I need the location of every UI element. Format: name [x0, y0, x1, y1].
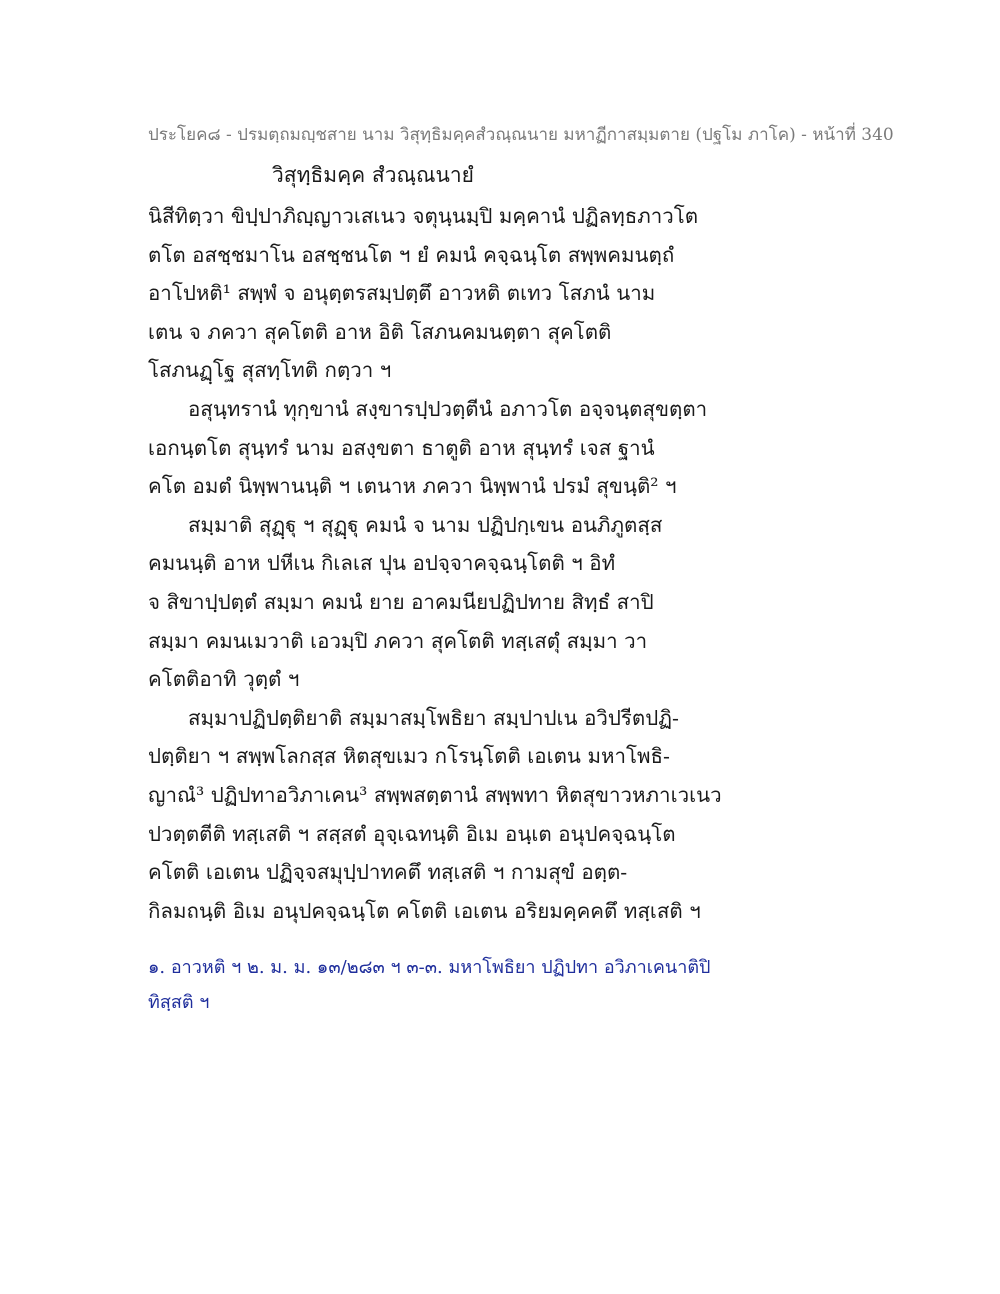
text-line: คโตติ เอเตน ปฏิจฺจสมุปฺปาทคตึ ทสฺเสติ ฯ กามสุขํ อตฺต-	[148, 860, 628, 885]
text-line: คมนนฺติ อาห ปหีเน กิเลเส ปุน อปจฺจาคจฺฉนฺโตติ ฯ อิทํ	[148, 551, 616, 576]
text-line: กิลมถนฺติ อิเม อนุปคจฺฉนฺโต คโตติ เอเตน อริยมคฺคคตึ ทสฺเสติ ฯ	[148, 898, 701, 923]
text-line: จ สิขาปฺปตฺตํ สมฺมา คมนํ ยาย อาคมนียปฏิปทาย สิทฺธํ สาปิ	[148, 589, 654, 614]
text-line: คโตติอาทิ วุตฺตํ ฯ	[148, 667, 300, 692]
footnote-line: ๑. อาวหติ ฯ ๒. ม. ม. ๑๓/๒๘๓ ฯ ๓-๓. มหาโพธิยา ปฏิปทา อวิภาเคนาติปิ	[148, 957, 711, 978]
text-line: คโต อมตํ นิพฺพานนฺติ ฯ เตนาห ภควา นิพฺพานํ ปรมํ สุขนฺติ² ฯ	[148, 474, 677, 499]
paragraph	[148, 506, 748, 699]
body-text	[148, 197, 748, 930]
running-header: ประโยค๘ - ปรมตฺถมญฺชสาย นาม วิสุทฺธิมคฺคสํวณฺณนาย มหาฏีกาสมฺมตาย (ปฐโม ภาโค) - หน้าที่ 340	[148, 125, 894, 145]
text-line: อสุนฺทรานํ ทุกฺขานํ สงฺขารปฺปวตฺตีนํ อภาวโต อจฺจนฺตสุขตฺตา	[188, 396, 708, 421]
paragraph	[148, 197, 748, 390]
text-line: สมฺมาติ สุฏฺฐุ ฯ สุฏฺฐุ คมนํ จ นาม ปฏิปกฺเขน อนภิภูตสฺส	[188, 512, 663, 537]
text-line: สมฺมา คมนเมวาติ เอวมฺปิ ภควา สุคโตติ ทสฺเสตุํ สมฺมา วา	[148, 628, 648, 653]
text-line: ตโต อสชฺชมาโน อสชฺชนโต ฯ ยํ คมนํ คจฺฉนฺโต สพฺพคมนตฺถํ	[148, 242, 675, 267]
text-line: สมฺมาปฏิปตฺติยาติ สมฺมาสมฺโพธิยา สมฺปาปเน อวิปรีตปฏิ-	[188, 705, 679, 730]
text-line: อาโปหติ¹ สพฺพํ จ อนุตฺตรสมฺปตฺตึ อาวหติ ตเทว โสภนํ นาม	[148, 281, 656, 306]
text-line: นิสีทิตฺวา ขิปฺปาภิญฺญาวเสเนว จตุนฺนมฺปิ มคฺคานํ ปฏิลทฺธภาวโต	[148, 204, 699, 228]
text-line: เตน จ ภควา สุคโตติ อาห อิติ โสภนคมนตฺตา สุคโตติ	[148, 319, 612, 344]
text-line: เอกนฺตโต สุนฺทรํ นาม อสงฺขตา ธาตูติ อาห สุนฺทรํ เจส ฐานํ	[148, 435, 655, 460]
text-line: โสภนฏฺโฐ สุสทฺโทติ กตฺวา ฯ	[148, 358, 392, 383]
text-line: ปตฺติยา ฯ สพฺพโลกสฺส หิตสุขเมว กโรนฺโตติ เอเตน มหาโพธิ-	[148, 744, 670, 769]
section-title: วิสุทฺธิมคฺค สํวณฺณนายํ	[272, 163, 474, 187]
footnotes	[148, 950, 748, 1020]
paragraph	[148, 390, 748, 506]
footnote-line: ทิสฺสติ ฯ	[148, 992, 210, 1013]
paragraph	[148, 699, 748, 931]
text-line: ญาณํ³ ปฏิปทาอวิภาเคน³ สพฺพสตฺตานํ สพฺพทา หิตสุขาวหภาเวเนว	[148, 782, 722, 807]
text-line: ปวตฺตตีติ ทสฺเสติ ฯ สสฺสตํ อุจฺเฉทนฺติ อิเม อนฺเต อนุปคจฺฉนฺโต	[148, 821, 676, 846]
